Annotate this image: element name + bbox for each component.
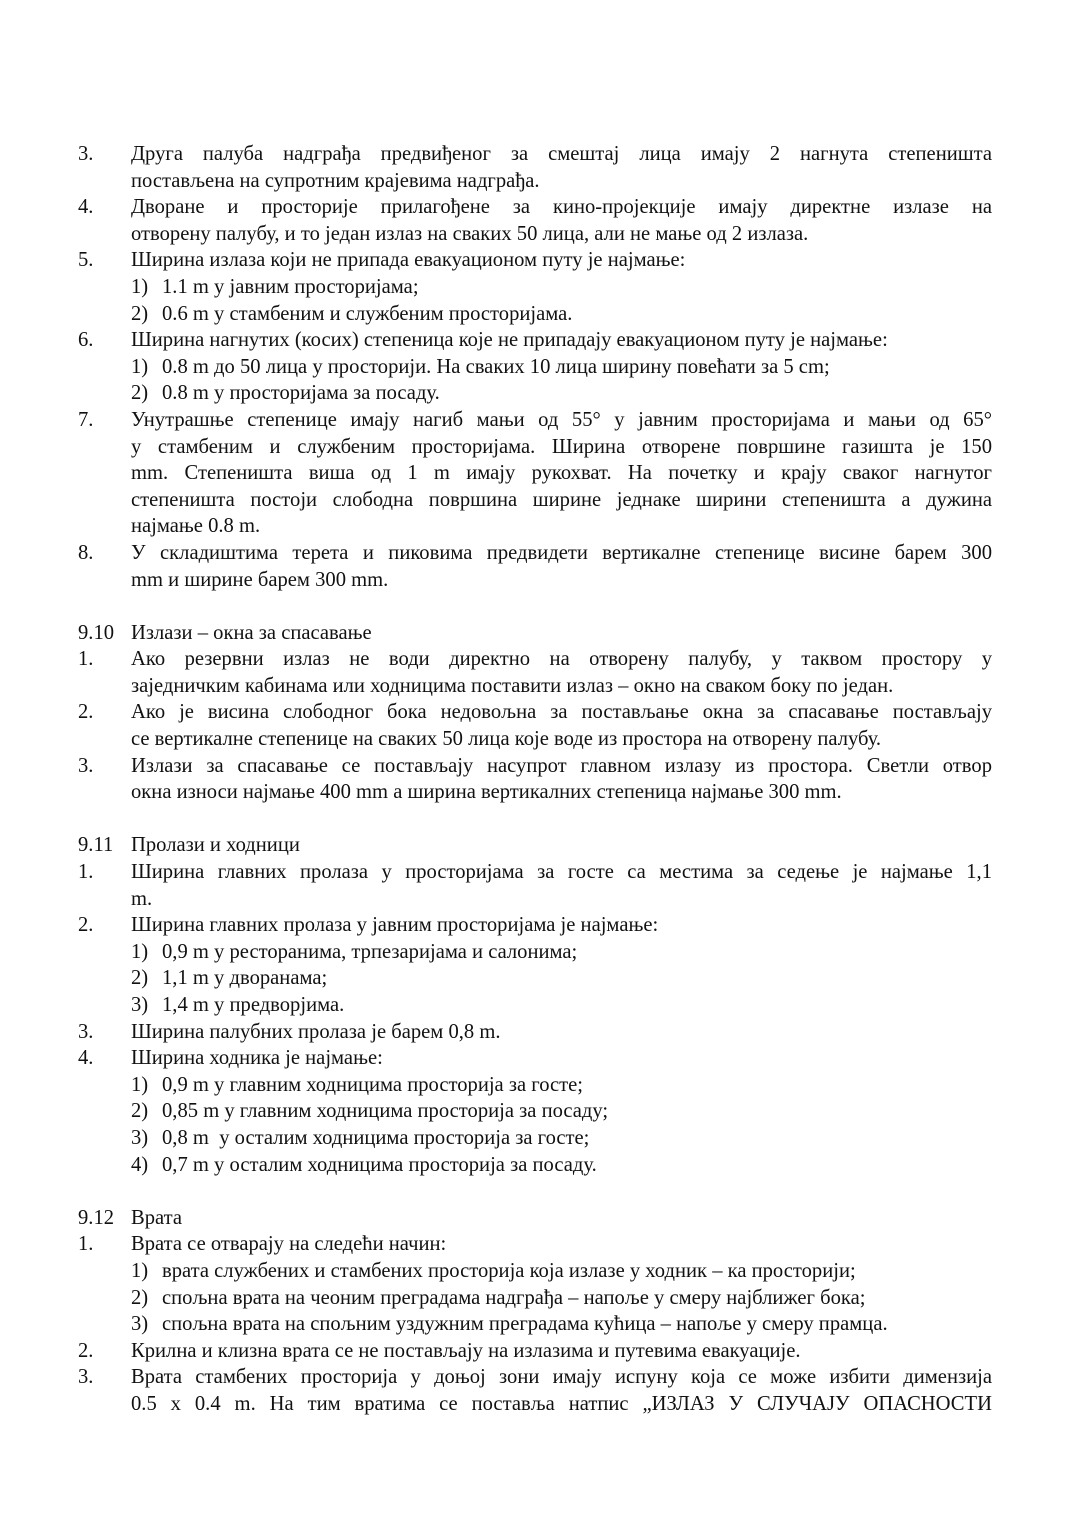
section-title: Пролази и ходници <box>131 834 300 857</box>
list-item <box>78 540 992 593</box>
item-line: најмање 0.8 m. <box>131 515 261 538</box>
sub-item-text: 0,7 m у осталим ходницима просторија за посаду. <box>162 1153 597 1176</box>
sub-item-number: 3) <box>131 994 149 1016</box>
item-line: Унутрашње степенице имају нагиб мањи од 55° у јавним просторијама и мањи од 65° <box>131 408 992 431</box>
sub-item-text: 0,85 m у главним ходницима просторија за посаду; <box>162 1100 609 1123</box>
sub-item-text: 0.8 m до 50 лица у просторији. На сваких 10 лица ширину повећати за 5 cm; <box>162 355 830 378</box>
section-number: 9.11 <box>78 834 114 857</box>
sub-item-text: 0.8 m у просторијама за посаду. <box>162 382 440 405</box>
section-number: 9.12 <box>78 1206 115 1229</box>
item-line: окна износи најмање 400 mm а ширина вертикалних степеница најмање 300 mm. <box>131 781 842 804</box>
list-item <box>78 141 992 194</box>
item-text: Крилна и клизна врата се не постављају на излазима и путевима евакуације. <box>131 1339 801 1362</box>
sub-item <box>78 1125 992 1152</box>
sub-item-number: 3) <box>131 1313 149 1336</box>
item-line: 0.5 x 0.4 m. На тим вратима се поставља натпис „ИЗЛАЗ У СЛУЧАЈУ ОПАСНОСТИ <box>131 1392 992 1415</box>
item-number: 6. <box>78 329 94 352</box>
spacer <box>78 1178 992 1205</box>
sub-item-text: 1.1 m у јавним просторијама; <box>162 275 419 298</box>
item-text: Ширина излаза који не припада евакуационом путу је најмање: <box>131 249 686 272</box>
item-line: Ако је висина слободног бока недовољна за постављање окна за спасавање постављају <box>131 701 992 724</box>
section-heading <box>78 832 992 859</box>
list-item <box>78 859 992 912</box>
item-text: Ширина ходника је најмање: <box>131 1047 383 1070</box>
item-line: у стамбеним и службеним просторијама. Ширина отворене површине газишта је 150 <box>131 435 992 458</box>
sub-item-number: 1) <box>131 275 149 298</box>
item-line: mm. Степеништа виша од 1 m имају рукохват. На почетку и крају сваког нагнутог <box>131 462 992 485</box>
sub-item-text: 1,4 m у предворјима. <box>162 994 345 1016</box>
sub-item <box>78 992 992 1019</box>
list-item <box>78 194 992 247</box>
item-number: 7. <box>78 408 94 431</box>
item-line: отворену палубу, и то један излаз на сваких 50 лица, али не мање од 2 излаза. <box>131 222 809 245</box>
sub-item-number: 1) <box>131 940 149 963</box>
sub-item-number: 2) <box>131 1100 149 1123</box>
sub-item <box>78 1152 992 1179</box>
sub-item-text: 0,8 m у осталим ходницима просторија за госте; <box>162 1126 590 1149</box>
item-number: 3. <box>78 754 94 777</box>
sub-item-number: 3) <box>131 1126 149 1149</box>
list-item <box>78 247 992 274</box>
item-number: 8. <box>78 541 94 564</box>
item-number: 3. <box>78 143 94 165</box>
section-heading <box>78 620 992 647</box>
item-text: Ширина палубних пролаза је барем 0,8 m. <box>131 1020 501 1043</box>
item-number: 2. <box>78 914 94 937</box>
spacer <box>78 593 992 620</box>
sub-item <box>78 1311 992 1338</box>
item-line: Излази за спасавање се постављају насупрот главном излазу из простора. Светли отвор <box>131 754 992 777</box>
list-item <box>78 1019 992 1046</box>
sub-item-text: 0,9 m у главним ходницима просторија за госте; <box>162 1073 584 1096</box>
sub-item-number: 2) <box>131 1286 149 1309</box>
item-line: Врата стамбених просторија у доњој зони имају испуну која се може избити димензија <box>131 1366 992 1389</box>
sub-item <box>78 274 992 301</box>
sub-item <box>78 1285 992 1312</box>
item-line: Ако резервни излаз не води директно на отворену палубу, у таквом простору у <box>131 648 992 671</box>
item-text: Ширина нагнутих (косих) степеница које не припадају евакуационом путу је најмање: <box>131 329 888 352</box>
sub-item-number: 4) <box>131 1153 149 1176</box>
item-number: 1. <box>78 1233 94 1256</box>
section-title: Излази – окна за спасавање <box>131 621 372 644</box>
item-number: 3. <box>78 1020 94 1043</box>
sub-item-text: 1,1 m у дворанама; <box>162 967 328 990</box>
item-line: степеништа постоји слободна површина ширине једнаке ширини степеништа а дужина <box>131 488 992 511</box>
spacer <box>78 806 992 833</box>
list-item <box>78 1045 992 1072</box>
item-number: 2. <box>78 1339 94 1362</box>
item-line: mm и ширине барем 300 mm. <box>131 568 389 591</box>
item-line: постављена на супротним крајевима надграђа. <box>131 169 540 192</box>
section-title: Врата <box>131 1206 183 1229</box>
item-line: Дворане и просторије прилагођене за кино-пројекције имају директне излазе на <box>131 196 992 219</box>
item-number: 2. <box>78 701 94 724</box>
list-item <box>78 1338 992 1365</box>
item-line: У складиштима терета и пиковима предвидети вертикалне степенице висине барем 300 <box>131 541 992 564</box>
item-number: 4. <box>78 196 94 219</box>
item-number: 5. <box>78 249 94 272</box>
list-item <box>78 1231 992 1258</box>
sub-item-text: спољна врата на чеоним преградама надграђа – напоље у смеру најближег бока; <box>162 1286 866 1309</box>
item-line: m. <box>131 887 153 910</box>
list-item <box>78 1364 992 1417</box>
list-item <box>78 407 992 540</box>
sub-item <box>78 939 992 966</box>
item-line: заједничким кабинама или ходницима поставити излаз – окно на сваком боку по један. <box>131 674 894 697</box>
list-item <box>78 646 992 699</box>
list-item <box>78 699 992 752</box>
sub-item-number: 1) <box>131 1259 149 1282</box>
list-item <box>78 912 992 939</box>
item-text: Врата се отварају на следећи начин: <box>131 1233 447 1256</box>
list-item <box>78 753 992 806</box>
item-number: 1. <box>78 861 94 884</box>
sub-item <box>78 1098 992 1125</box>
section-number: 9.10 <box>78 621 115 644</box>
sub-item-text: 0,9 m у ресторанима, трпезаријама и салонима; <box>162 940 578 963</box>
document-page <box>78 141 992 1418</box>
sub-item-number: 2) <box>131 382 149 405</box>
sub-item-number: 1) <box>131 355 149 378</box>
sub-item-number: 2) <box>131 302 149 325</box>
item-line: Друга палуба надграђа предвиђеног за смештај лица имају 2 нагнута степеништа <box>131 143 992 165</box>
sub-item <box>78 301 992 328</box>
sub-item-number: 2) <box>131 967 149 990</box>
item-number: 1. <box>78 648 94 671</box>
sub-item-text: врата службених и стамбених просторија која излазе у ходник – ка просторији; <box>162 1259 856 1282</box>
item-number: 3. <box>78 1366 94 1389</box>
item-line: се вертикалне степенице на сваких 50 лица које воде из простора на отворену палубу. <box>131 728 882 751</box>
sub-item-text: спољна врата на спољним уздужним преградама кућица – напоље у смеру прамца. <box>162 1313 888 1336</box>
section-heading <box>78 1205 992 1232</box>
sub-item <box>78 1258 992 1285</box>
item-number: 4. <box>78 1047 94 1070</box>
sub-item <box>78 1072 992 1099</box>
sub-item <box>78 354 992 381</box>
sub-item <box>78 965 992 992</box>
sub-item-number: 1) <box>131 1073 149 1096</box>
sub-item <box>78 380 992 407</box>
item-text: Ширина главних пролаза у јавним просторијама је најмање: <box>131 914 659 937</box>
sub-item-text: 0.6 m у стамбеним и службеним просторијама. <box>162 302 573 325</box>
list-item <box>78 327 992 354</box>
item-line: Ширина главних пролаза у просторијама за госте са местима за седење је најмање 1,1 <box>131 861 992 884</box>
